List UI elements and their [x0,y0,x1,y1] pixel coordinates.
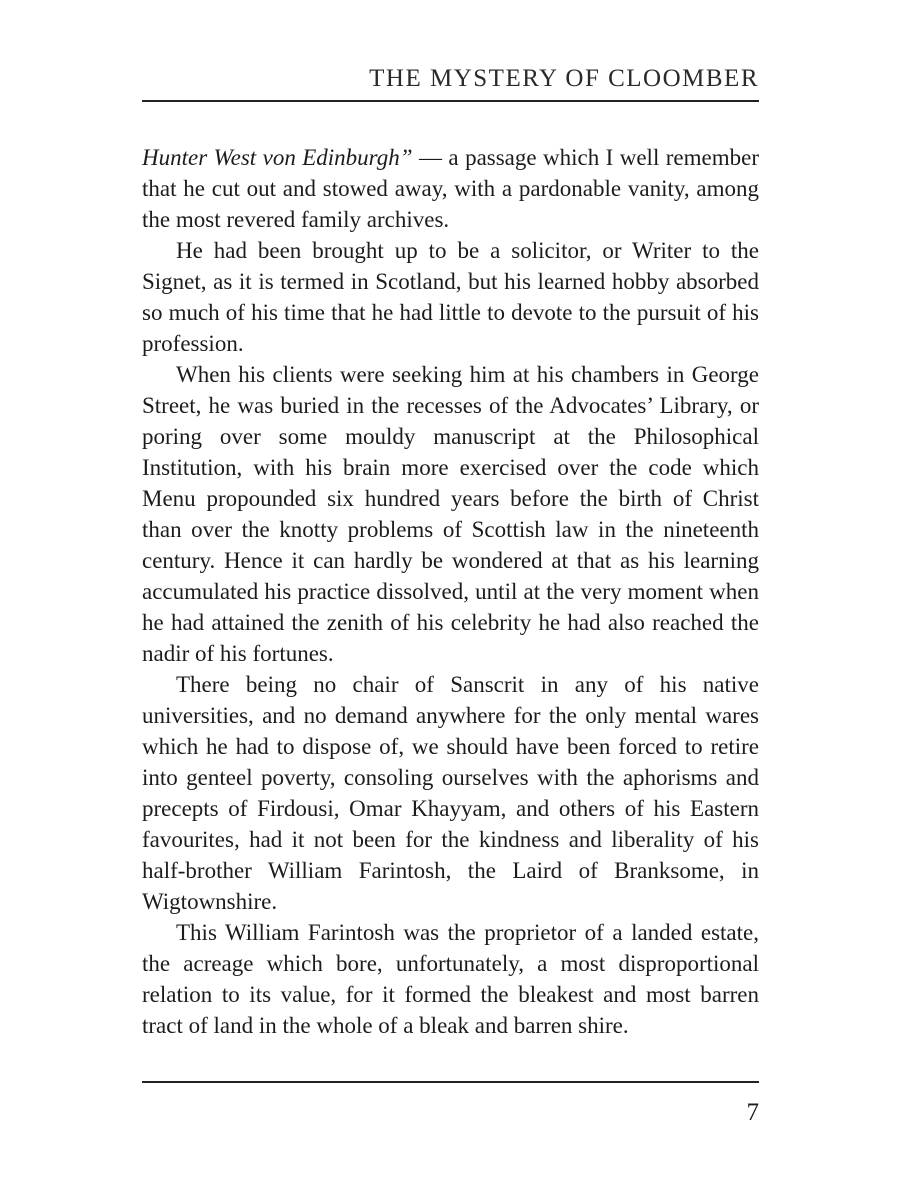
paragraph: He had been brought up to be a solicitor, or Writer to the Signet, as it is termed in Scotland, but his learned hobby absorbed so much of his time that he had little to devote to the pursuit of his profession. [142,238,759,356]
italic-lead: Hunter West von Edinburgh” [142,145,413,170]
paragraph: There being no chair of Sanscrit in any of his native universities, and no demand anywhere for the only mental wares which he had to dispose of, we should have been forced to retire into genteel poverty, consoling ourselves with the aphorisms and precepts of Firdousi, Omar Khayyam, and others of his Eastern favourites, had it not been for the kindness and liberality of his half-brother William Farintosh, the Laird of Branksome, in Wigtownshire. [142,672,759,914]
paragraph: When his clients were seeking him at his chambers in George Street, he was buried in the recesses of the Advocates’ Library, or poring over some mouldy manuscript at the Philosophical Institution, with his brain more exercised over the code which Menu propounded six hundred years before the birth of Christ than over the knotty problems of Scottish law in the nineteenth century. Hence it can hardly be wondered at that as his learning accumulated his practice dissolved, until at the very moment when he had attained the zenith of his celebrity he had also reached the nadir of his fortunes. [142,362,759,666]
paragraph-continued [142,142,759,235]
paragraph-text: — a passage which I well remember that he cut out and stowed away, with a pardonable vanity, among the most revered family archives. [142,145,759,232]
running-title: THE MYSTERY OF CLOOMBER [369,65,759,92]
footer-rule [142,1081,759,1083]
page-number: 7 [746,1099,759,1126]
paragraph: This William Farintosh was the proprietor of a landed estate, the acreage which bore, unfortunately, a most disproportional relation to its value, for it formed the bleakest and most barren tract of land in the whole of a bleak and barren shire. [142,920,759,1038]
header-rule [142,100,759,102]
page-body [142,142,759,1041]
